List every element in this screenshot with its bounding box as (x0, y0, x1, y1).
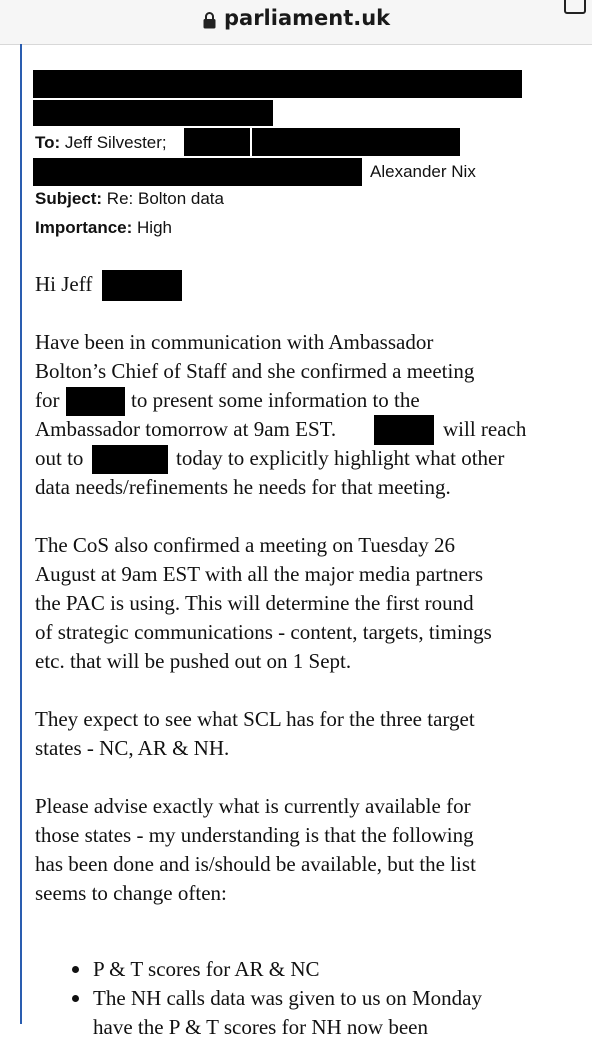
redaction-block (102, 270, 182, 301)
subject-label: Subject: (35, 189, 103, 208)
redaction-block (184, 128, 250, 156)
paragraph-4-line: Please advise exactly what is currently available for (35, 794, 471, 818)
paragraph-4-line: has been done and is/should be available, but the list (35, 852, 476, 876)
paragraph-2-line: The CoS also confirmed a meeting on Tuesday 26 (35, 533, 455, 557)
greeting: Hi Jeff (35, 272, 93, 296)
paragraph-4-line: those states - my understanding is that the following (35, 823, 474, 847)
importance-line (35, 218, 172, 238)
bullet-text: P & T scores for AR & NC (93, 957, 320, 981)
paragraph-1-line: for (35, 388, 60, 412)
paragraph-3-line: They expect to see what SCL has for the three target (35, 707, 475, 731)
redaction-block (33, 158, 362, 186)
lock-icon (203, 11, 216, 29)
paragraph-1-line: will reach (443, 417, 527, 441)
redaction-block (374, 415, 434, 445)
url-domain[interactable]: parliament.uk (224, 6, 391, 30)
subject-line (35, 189, 224, 209)
importance-value: High (137, 218, 172, 237)
list-item (72, 984, 482, 1013)
quote-rule (20, 44, 22, 1024)
subject-value: Re: Bolton data (106, 189, 224, 208)
bullet-icon (72, 966, 79, 973)
paragraph-2-line: the PAC is using. This will determine the first round (35, 591, 474, 615)
paragraph-1-line: to present some information to the (131, 388, 420, 412)
paragraph-2-line: August at 9am EST with all the major media partners (35, 562, 484, 586)
paragraph-2-line: etc. that will be pushed out on 1 Sept. (35, 649, 352, 673)
paragraph-1-line: Have been in communication with Ambassador (35, 330, 434, 354)
to-label: To: (35, 133, 61, 152)
importance-label: Importance: (35, 218, 133, 237)
list-item (72, 955, 320, 984)
to-line (35, 133, 167, 153)
redaction-block (92, 445, 168, 474)
paragraph-1-line: out to (35, 446, 84, 470)
browser-url-bar[interactable] (0, 0, 592, 45)
bullet-icon (72, 995, 79, 1002)
paragraph-2-line: of strategic communications - content, targets, timings (35, 620, 492, 644)
paragraph-3-line: states - NC, AR & NH. (35, 736, 230, 760)
tabs-icon[interactable] (564, 0, 586, 14)
redaction-block (33, 70, 522, 98)
bullet-text: The NH calls data was given to us on Monday (93, 986, 483, 1010)
redaction-block (66, 387, 125, 416)
paragraph-1-line: data needs/refinements he needs for that meeting. (35, 475, 451, 499)
paragraph-4-line: seems to change often: (35, 881, 227, 905)
bullet-continuation: have the P & T scores for NH now been (93, 1015, 428, 1039)
paragraph-1-line: Ambassador tomorrow at 9am EST. (35, 417, 337, 441)
redaction-block (33, 100, 273, 126)
paragraph-1-line: Bolton’s Chief of Staff and she confirmed a meeting (35, 359, 475, 383)
paragraph-1-line: today to explicitly highlight what other (176, 446, 505, 470)
to-value: Jeff Silvester; (64, 133, 167, 152)
redaction-block (252, 128, 460, 156)
cc-name: Alexander Nix (370, 162, 476, 181)
